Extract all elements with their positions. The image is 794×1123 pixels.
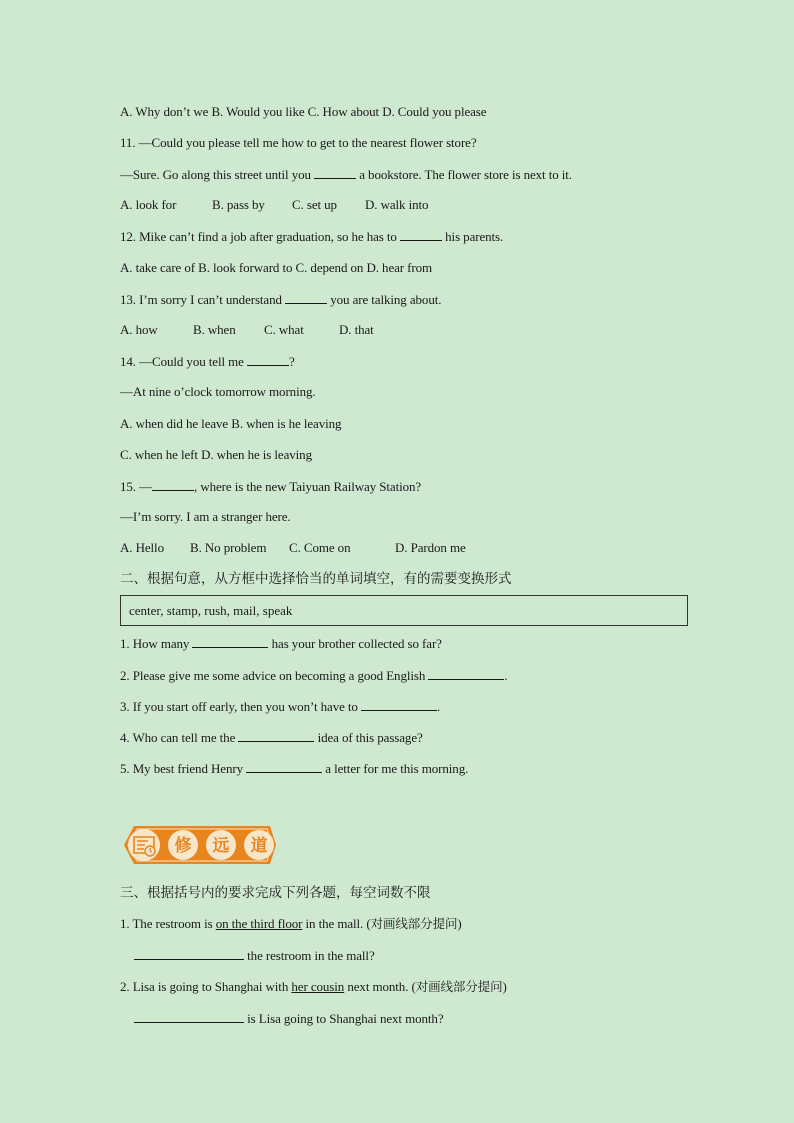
item-text-end: idea of this passage? — [317, 730, 423, 745]
q11-stem: 11. —Could you please tell me how to get to the nearest flower store? — [120, 135, 477, 150]
section2-item — [120, 729, 423, 746]
underlined-phrase: her cousin — [291, 979, 345, 994]
q13-stem-start: 13. I’m sorry I can’t understand — [120, 292, 282, 307]
q13-stem-end: you are talking about. — [330, 292, 442, 307]
answer-blank[interactable] — [134, 1010, 244, 1023]
item-text-start: 4. Who can tell me the — [120, 730, 236, 745]
item-text-start: 3. If you start off early, then you won’t have to — [120, 699, 358, 714]
q11-options — [120, 197, 428, 213]
q-text-start: 2. Lisa is going to Shanghai with — [120, 979, 289, 994]
answer-text: is Lisa going to Shanghai next month? — [247, 1011, 444, 1026]
q12-options: A. take care of B. look forward to C. depend on D. hear from — [120, 260, 433, 275]
q14-reply: —At nine o’clock tomorrow morning. — [120, 384, 316, 399]
q15-stem-end: , where is the new Taiyuan Railway Station? — [194, 479, 422, 494]
item-text-start: 1. How many — [120, 636, 190, 651]
option-c[interactable]: C. what — [264, 322, 304, 337]
answer-blank[interactable] — [238, 729, 314, 742]
option-a[interactable]: A. look for — [120, 197, 177, 212]
banner-char: 道 — [250, 836, 268, 856]
section3-q1 — [120, 916, 462, 932]
q12-stem-start: 12. Mike can’t find a job after graduation, so he has to — [120, 229, 397, 244]
option-a[interactable]: A. how — [120, 322, 158, 337]
section2-item — [120, 698, 440, 715]
q10-options: A. Why don’t we B. Would you like C. How about D. Could you please — [120, 104, 487, 119]
answer-blank[interactable] — [152, 478, 194, 491]
option-c[interactable]: C. Come on — [289, 540, 351, 555]
option-a[interactable]: A. Hello — [120, 540, 164, 555]
section3-q2 — [120, 979, 507, 995]
instruction-note: 对画线部分提问 — [415, 979, 503, 994]
item-text-end: has your brother collected so far? — [271, 636, 442, 651]
option-b[interactable]: B. when — [193, 322, 236, 337]
section3-q2-answer — [134, 1010, 444, 1027]
q13-stem — [120, 291, 441, 308]
q15-options — [120, 540, 466, 556]
item-text-end: a letter for me this morning. — [325, 761, 469, 776]
answer-blank[interactable] — [246, 760, 322, 773]
answer-text: the restroom in the mall? — [247, 948, 375, 963]
answer-blank[interactable] — [314, 166, 356, 179]
section2-item — [120, 667, 508, 684]
option-c[interactable]: C. set up — [292, 197, 337, 212]
item-text-start: 5. My best friend Henry — [120, 761, 243, 776]
q-text-end: ) — [457, 916, 462, 931]
answer-blank[interactable] — [134, 947, 244, 960]
item-text-start: 2. Please give me some advice on becoming a good English — [120, 668, 426, 683]
option-d[interactable]: D. Pardon me — [395, 540, 466, 555]
answer-blank[interactable] — [285, 291, 327, 304]
q-text-start: 1. The restroom is — [120, 916, 213, 931]
q11-reply — [120, 166, 572, 183]
q12-stem — [120, 228, 503, 245]
q12-stem-end: his parents. — [445, 229, 504, 244]
item-text-end: . — [504, 668, 508, 683]
q13-options — [120, 322, 374, 338]
q-text-mid: next month. ( — [347, 979, 416, 994]
option-b[interactable]: B. No problem — [190, 540, 267, 555]
section2-item — [120, 635, 442, 652]
banner-char: 远 — [212, 836, 230, 856]
section3-title: 三、根据括号内的要求完成下列各题，每空词数不限 — [120, 885, 431, 901]
q14-stem-end: ? — [288, 354, 295, 369]
answer-blank[interactable] — [361, 698, 437, 711]
underlined-phrase: on the third floor — [215, 916, 303, 931]
word-bank: center, stamp, rush, mail, speak — [129, 603, 293, 618]
answer-blank[interactable] — [400, 228, 442, 241]
clock-book-icon — [128, 829, 160, 861]
answer-blank[interactable] — [247, 353, 289, 366]
q-text-end: ) — [502, 979, 507, 994]
q15-reply: —I’m sorry. I am a stranger here. — [120, 509, 291, 524]
q14-stem-start: 14. —Could you tell me — [120, 354, 244, 369]
q11-reply-end: a bookstore. The flower store is next to it. — [359, 167, 572, 182]
option-b[interactable]: B. pass by — [212, 197, 265, 212]
option-d[interactable]: D. that — [339, 322, 374, 337]
item-text-end: . — [437, 699, 441, 714]
q14-options-2: C. when he left D. when he is leaving — [120, 447, 312, 462]
instruction-note: 对画线部分提问 — [370, 916, 458, 931]
option-d[interactable]: D. walk into — [365, 197, 429, 212]
banner-char: 修 — [174, 836, 192, 856]
answer-blank[interactable] — [428, 667, 504, 680]
q-text-mid: in the mall. ( — [305, 916, 371, 931]
answer-blank[interactable] — [192, 635, 268, 648]
section2-item — [120, 760, 468, 777]
q15-stem — [120, 478, 421, 495]
section3-q1-answer — [134, 947, 375, 964]
q11-reply-start: —Sure. Go along this street until you — [120, 167, 311, 182]
q15-stem-start: 15. — — [120, 479, 153, 494]
q14-stem — [120, 353, 295, 370]
word-bank-box — [120, 595, 688, 626]
section-banner — [120, 822, 278, 868]
q14-options-1: A. when did he leave B. when is he leaving — [120, 416, 342, 431]
section2-title: 二、根据句意，从方框中选择恰当的单词填空，有的需要变换形式 — [120, 571, 512, 587]
